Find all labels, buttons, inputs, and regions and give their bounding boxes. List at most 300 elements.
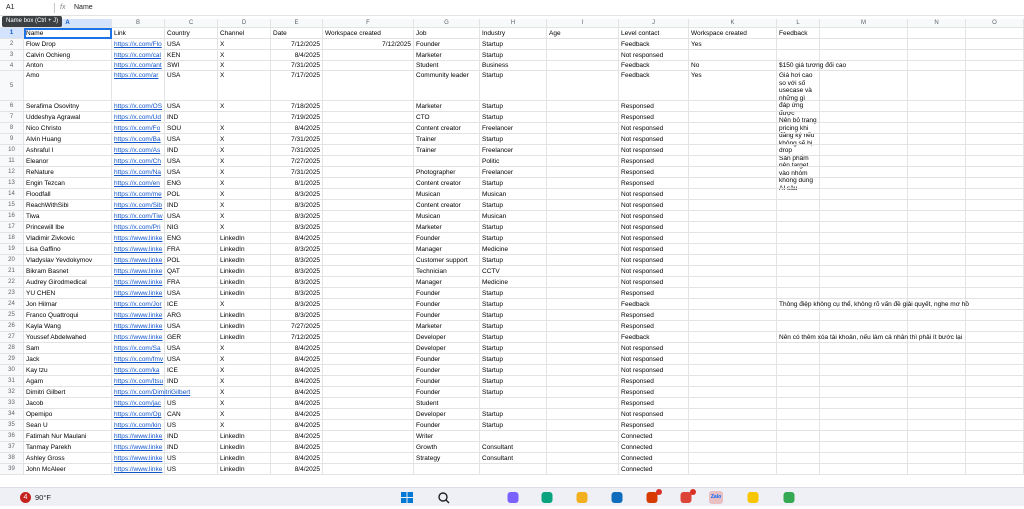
link-cell[interactable]: https://x.com/As (112, 145, 165, 156)
cell[interactable]: Not responsed (619, 354, 689, 365)
cell[interactable] (820, 39, 908, 50)
cell[interactable]: NIG (165, 222, 218, 233)
cell[interactable] (323, 222, 414, 233)
cell[interactable]: Franco Quattroqui (24, 310, 112, 321)
cell[interactable]: Tiwa (24, 211, 112, 222)
cell[interactable] (689, 255, 777, 266)
column-header-o[interactable]: O (966, 19, 1024, 28)
cell[interactable]: X (218, 156, 271, 167)
cell[interactable]: 7/12/2025 (271, 332, 323, 343)
cell[interactable] (547, 332, 619, 343)
cell[interactable]: Sean U (24, 420, 112, 431)
chrome-profile-icon[interactable] (782, 491, 796, 504)
cell[interactable] (323, 101, 414, 112)
cell[interactable]: USA (165, 71, 218, 101)
cell[interactable]: 7/12/2025 (271, 39, 323, 50)
link-cell[interactable]: https://www.linke (112, 244, 165, 255)
cell[interactable] (908, 50, 966, 61)
row-header[interactable]: 34 (0, 409, 24, 420)
cell[interactable]: LinkedIn (218, 277, 271, 288)
chrome-icon[interactable] (679, 491, 693, 504)
cell[interactable] (547, 134, 619, 145)
cell[interactable]: Developer (414, 343, 480, 354)
cell[interactable] (777, 211, 820, 222)
cell[interactable] (908, 233, 966, 244)
cell[interactable]: X (218, 398, 271, 409)
cell[interactable]: Founder (414, 288, 480, 299)
cell[interactable] (820, 134, 908, 145)
row-header[interactable]: 7 (0, 112, 24, 123)
cell[interactable]: LinkedIn (218, 244, 271, 255)
row-header[interactable]: 23 (0, 288, 24, 299)
cell[interactable]: Vladyslav Yevdokymov (24, 255, 112, 266)
cell[interactable]: Musican (414, 189, 480, 200)
link-cell[interactable]: https://x.com/kin (112, 420, 165, 431)
cell[interactable] (323, 420, 414, 431)
cell[interactable] (323, 387, 414, 398)
cell[interactable] (689, 453, 777, 464)
cell[interactable]: X (218, 354, 271, 365)
cell[interactable] (323, 189, 414, 200)
cell[interactable] (689, 178, 777, 189)
cell[interactable]: Startup (480, 321, 547, 332)
cell[interactable]: Not responsed (619, 409, 689, 420)
cell[interactable]: X (218, 189, 271, 200)
link-cell[interactable]: https://x.com/Ch (112, 156, 165, 167)
cell[interactable] (323, 134, 414, 145)
cell[interactable] (547, 387, 619, 398)
cell[interactable] (414, 156, 480, 167)
cell[interactable] (820, 365, 908, 376)
cell[interactable]: X (218, 101, 271, 112)
header-cell[interactable]: Date (271, 28, 323, 39)
cell[interactable] (966, 387, 1024, 398)
cell[interactable] (820, 321, 908, 332)
cell[interactable] (908, 420, 966, 431)
cell[interactable] (323, 277, 414, 288)
cell[interactable]: Alvin Huang (24, 134, 112, 145)
column-header-i[interactable]: I (547, 19, 619, 28)
cell[interactable] (966, 145, 1024, 156)
cell[interactable] (820, 288, 908, 299)
cell[interactable] (820, 354, 908, 365)
cell[interactable] (689, 222, 777, 233)
cell[interactable]: Flow Drop (24, 39, 112, 50)
cell[interactable]: X (218, 200, 271, 211)
link-cell[interactable]: https://x.com/Flo (112, 39, 165, 50)
header-cell[interactable] (908, 28, 966, 39)
cell[interactable]: Developer (414, 332, 480, 343)
cell[interactable] (966, 123, 1024, 134)
row-header[interactable]: 39 (0, 464, 24, 475)
header-cell[interactable]: Feedback (777, 28, 820, 39)
link-cell[interactable]: https://www.linke (112, 233, 165, 244)
cell[interactable]: ENG (165, 178, 218, 189)
link-cell[interactable]: https://x.com/Ba (112, 134, 165, 145)
cell[interactable]: Amo (24, 71, 112, 101)
cell[interactable]: LinkedIn (218, 431, 271, 442)
cell[interactable] (777, 266, 820, 277)
cell[interactable]: USA (165, 354, 218, 365)
sticky-notes-icon[interactable] (746, 491, 760, 504)
cell[interactable] (908, 134, 966, 145)
cell[interactable]: FRA (165, 277, 218, 288)
cell[interactable]: Responsed (619, 178, 689, 189)
row-header[interactable]: 37 (0, 442, 24, 453)
link-cell[interactable]: https://www.linke (112, 442, 165, 453)
cell[interactable] (323, 354, 414, 365)
cell[interactable]: Not responsed (619, 134, 689, 145)
cell[interactable] (689, 123, 777, 134)
cell[interactable]: 7/27/2025 (271, 321, 323, 332)
row-header[interactable]: 8 (0, 123, 24, 134)
cell[interactable]: X (218, 123, 271, 134)
link-cell[interactable]: https://www.linke (112, 431, 165, 442)
cell[interactable] (820, 167, 908, 178)
cell[interactable] (820, 398, 908, 409)
cell[interactable]: ICE (165, 365, 218, 376)
cell[interactable]: 8/4/2025 (271, 343, 323, 354)
cell[interactable] (908, 365, 966, 376)
cell[interactable] (547, 167, 619, 178)
cell[interactable]: X (218, 365, 271, 376)
cell[interactable] (777, 442, 820, 453)
cell[interactable]: Musican (414, 211, 480, 222)
cell[interactable]: US (165, 420, 218, 431)
cell[interactable]: X (218, 134, 271, 145)
cell[interactable]: POL (165, 255, 218, 266)
cell[interactable] (908, 442, 966, 453)
row-header[interactable]: 19 (0, 244, 24, 255)
header-cell[interactable]: Country (165, 28, 218, 39)
row-header[interactable]: 33 (0, 398, 24, 409)
cell[interactable] (777, 233, 820, 244)
cell[interactable] (323, 167, 414, 178)
cell[interactable]: Responsed (619, 398, 689, 409)
cell[interactable]: 7/17/2025 (271, 71, 323, 101)
cell[interactable]: Manager (414, 277, 480, 288)
cell[interactable] (908, 310, 966, 321)
cell[interactable]: LinkedIn (218, 310, 271, 321)
cell[interactable] (777, 398, 820, 409)
cell[interactable]: Photographer (414, 167, 480, 178)
link-cell[interactable]: https://x.com/ka (112, 365, 165, 376)
cell[interactable]: Startup (480, 178, 547, 189)
cell[interactable]: Yes (689, 71, 777, 101)
cell[interactable] (777, 167, 820, 178)
cell[interactable] (777, 222, 820, 233)
cell[interactable] (908, 376, 966, 387)
cell[interactable]: 8/4/2025 (271, 464, 323, 475)
link-cell[interactable]: https://www.linke (112, 332, 165, 343)
cell[interactable]: IND (165, 145, 218, 156)
cell[interactable]: 7/31/2025 (271, 61, 323, 71)
cell[interactable]: Startup (480, 299, 547, 310)
cell[interactable]: Student (414, 61, 480, 71)
cell[interactable] (547, 398, 619, 409)
cell[interactable] (966, 409, 1024, 420)
cell[interactable] (966, 211, 1024, 222)
cell[interactable]: LinkedIn (218, 233, 271, 244)
column-header-j[interactable]: J (619, 19, 689, 28)
row-header[interactable]: 13 (0, 178, 24, 189)
cell[interactable]: Startup (480, 101, 547, 112)
cell[interactable] (777, 112, 820, 123)
cell[interactable]: Connected (619, 464, 689, 475)
cell[interactable]: 8/3/2025 (271, 310, 323, 321)
cell[interactable] (966, 310, 1024, 321)
cell[interactable] (480, 431, 547, 442)
cell[interactable]: Startup (480, 376, 547, 387)
windows-start-icon[interactable] (400, 491, 414, 504)
cell[interactable] (820, 442, 908, 453)
cell[interactable] (908, 244, 966, 255)
cell[interactable]: Princewill Ibe (24, 222, 112, 233)
cell[interactable]: Yes (689, 39, 777, 50)
cell[interactable] (323, 332, 414, 343)
column-header-c[interactable]: C (165, 19, 218, 28)
cell[interactable] (966, 167, 1024, 178)
edge-browser-icon[interactable] (540, 491, 554, 504)
row-header[interactable]: 16 (0, 211, 24, 222)
cell[interactable]: LinkedIn (218, 453, 271, 464)
cell[interactable] (908, 464, 966, 475)
cell[interactable] (820, 266, 908, 277)
link-cell[interactable]: https://x.com/Fo (112, 123, 165, 134)
cell[interactable]: Responsed (619, 321, 689, 332)
cell[interactable] (689, 145, 777, 156)
cell[interactable]: Startup (480, 343, 547, 354)
cell[interactable] (547, 255, 619, 266)
cell[interactable]: 8/3/2025 (271, 200, 323, 211)
cell[interactable] (777, 156, 820, 167)
cell[interactable] (820, 376, 908, 387)
row-header[interactable]: 22 (0, 277, 24, 288)
header-cell[interactable]: Link (112, 28, 165, 39)
cell[interactable] (777, 101, 820, 112)
cell[interactable] (323, 453, 414, 464)
cell[interactable]: ARG (165, 310, 218, 321)
cell[interactable] (414, 464, 480, 475)
cell[interactable] (777, 50, 820, 61)
cell[interactable] (689, 354, 777, 365)
cell[interactable] (908, 387, 966, 398)
cell[interactable]: 8/1/2025 (271, 178, 323, 189)
cell[interactable] (966, 50, 1024, 61)
cell[interactable]: Startup (480, 222, 547, 233)
cell[interactable]: Not responsed (619, 211, 689, 222)
cell[interactable]: Not responsed (619, 244, 689, 255)
cell[interactable]: 8/4/2025 (271, 354, 323, 365)
cell[interactable]: IND (165, 431, 218, 442)
cell[interactable] (323, 61, 414, 71)
cell[interactable] (547, 123, 619, 134)
cell[interactable] (547, 50, 619, 61)
row-header[interactable]: 29 (0, 354, 24, 365)
cell[interactable] (966, 277, 1024, 288)
cell[interactable]: Content creator (414, 123, 480, 134)
cell[interactable]: ReachWithSibi (24, 200, 112, 211)
cell[interactable]: Responsed (619, 156, 689, 167)
cell[interactable]: 8/4/2025 (271, 387, 323, 398)
cell[interactable] (966, 332, 1024, 343)
cell[interactable] (777, 354, 820, 365)
cell[interactable]: USA (165, 343, 218, 354)
cell[interactable] (908, 288, 966, 299)
cell[interactable] (966, 39, 1024, 50)
cell[interactable]: Founder (414, 376, 480, 387)
cell[interactable] (777, 321, 820, 332)
row-header[interactable]: 26 (0, 321, 24, 332)
cell[interactable] (908, 39, 966, 50)
cell[interactable]: CAN (165, 409, 218, 420)
cell[interactable] (908, 398, 966, 409)
cell[interactable]: Customer support (414, 255, 480, 266)
cell[interactable] (908, 200, 966, 211)
cell[interactable] (323, 409, 414, 420)
cell[interactable] (908, 71, 966, 101)
cell[interactable] (547, 112, 619, 123)
cell[interactable] (820, 453, 908, 464)
cell[interactable] (689, 244, 777, 255)
row-header[interactable]: 32 (0, 387, 24, 398)
cell[interactable] (323, 288, 414, 299)
cell[interactable] (547, 222, 619, 233)
cell[interactable] (689, 134, 777, 145)
cell[interactable]: Startup (480, 39, 547, 50)
cell[interactable]: X (218, 178, 271, 189)
cell[interactable]: Serafima Osovitny (24, 101, 112, 112)
cell[interactable]: Strategy (414, 453, 480, 464)
cell[interactable] (689, 211, 777, 222)
cell[interactable]: Uddeshya Agrawal (24, 112, 112, 123)
cell[interactable]: SOU (165, 123, 218, 134)
column-header-b[interactable]: B (112, 19, 165, 28)
cell[interactable]: Bikram Basnet (24, 266, 112, 277)
cell[interactable] (323, 233, 414, 244)
cell[interactable] (777, 255, 820, 266)
cell[interactable]: Marketer (414, 50, 480, 61)
cell[interactable]: 8/4/2025 (271, 50, 323, 61)
cell[interactable]: Jon Hilmar (24, 299, 112, 310)
link-cell[interactable]: https://www.linke (112, 266, 165, 277)
cell[interactable]: LinkedIn (218, 332, 271, 343)
cell[interactable]: Not responsed (619, 277, 689, 288)
cell[interactable] (777, 343, 820, 354)
cell[interactable] (777, 200, 820, 211)
cell[interactable] (323, 266, 414, 277)
cell[interactable]: 8/4/2025 (271, 409, 323, 420)
zalo-icon[interactable] (709, 491, 723, 504)
cell[interactable] (547, 299, 619, 310)
cell[interactable]: Dimitri Gilbert (24, 387, 112, 398)
row-header[interactable]: 4 (0, 61, 24, 71)
cell[interactable]: Responsed (619, 376, 689, 387)
cell[interactable] (547, 211, 619, 222)
cell[interactable] (966, 134, 1024, 145)
row-header[interactable]: 31 (0, 376, 24, 387)
cell[interactable]: Responsed (619, 112, 689, 123)
cell[interactable]: Medicine (480, 244, 547, 255)
cell[interactable]: Startup (480, 50, 547, 61)
cell[interactable]: Responsed (619, 101, 689, 112)
row-header[interactable]: 36 (0, 431, 24, 442)
cell[interactable] (547, 409, 619, 420)
cell[interactable] (689, 409, 777, 420)
cell[interactable]: Business (480, 61, 547, 71)
cell[interactable] (908, 145, 966, 156)
cell[interactable] (908, 354, 966, 365)
link-cell[interactable]: https://x.com/Sib (112, 200, 165, 211)
cell[interactable]: Not responsed (619, 233, 689, 244)
cell[interactable]: Youssef Abdelwahed (24, 332, 112, 343)
cell[interactable]: Not responsed (619, 200, 689, 211)
cell[interactable]: Feedback (619, 299, 689, 310)
cell[interactable] (777, 123, 820, 134)
cell[interactable]: Trainer (414, 145, 480, 156)
cell[interactable] (547, 354, 619, 365)
formula-input[interactable]: Name (74, 4, 93, 11)
cell[interactable] (777, 134, 820, 145)
cell[interactable]: Marketer (414, 222, 480, 233)
cell[interactable]: Manager (414, 244, 480, 255)
cell[interactable]: 8/3/2025 (271, 189, 323, 200)
cell[interactable]: Startup (480, 354, 547, 365)
cell[interactable]: X (218, 376, 271, 387)
cell[interactable]: Connected (619, 442, 689, 453)
cell[interactable] (966, 244, 1024, 255)
cell[interactable]: US (165, 398, 218, 409)
cell[interactable] (689, 376, 777, 387)
cell[interactable] (689, 310, 777, 321)
cell[interactable] (323, 376, 414, 387)
cell[interactable]: USA (165, 211, 218, 222)
cell[interactable]: Fatimah Nur Maulani (24, 431, 112, 442)
cell[interactable] (777, 178, 820, 189)
row-header[interactable]: 30 (0, 365, 24, 376)
cell[interactable]: 7/18/2025 (271, 101, 323, 112)
cell[interactable]: Not responsed (619, 50, 689, 61)
cell[interactable] (908, 431, 966, 442)
cell[interactable]: Content creator (414, 178, 480, 189)
cell[interactable]: Kayla Wang (24, 321, 112, 332)
cell[interactable]: ReNature (24, 167, 112, 178)
cell[interactable] (966, 71, 1024, 101)
cell[interactable]: Founder (414, 420, 480, 431)
link-cell[interactable]: https://x.com/en (112, 178, 165, 189)
cell[interactable]: 8/4/2025 (271, 398, 323, 409)
cell[interactable]: X (218, 420, 271, 431)
cell[interactable] (689, 233, 777, 244)
cell[interactable]: No (689, 61, 777, 71)
cell[interactable] (777, 409, 820, 420)
cell[interactable] (323, 442, 414, 453)
cell[interactable] (820, 178, 908, 189)
cell[interactable]: Musican (480, 189, 547, 200)
cell[interactable]: Anton (24, 61, 112, 71)
cell[interactable]: ICE (165, 299, 218, 310)
cell[interactable]: Feedback (619, 71, 689, 101)
header-cell[interactable]: Channel (218, 28, 271, 39)
cell[interactable]: 8/4/2025 (271, 376, 323, 387)
cell[interactable] (966, 156, 1024, 167)
cell[interactable]: Marketer (414, 101, 480, 112)
cell[interactable] (908, 321, 966, 332)
cell[interactable] (547, 61, 619, 71)
cell[interactable]: Startup (480, 233, 547, 244)
cell[interactable]: USA (165, 167, 218, 178)
cell[interactable] (323, 123, 414, 134)
